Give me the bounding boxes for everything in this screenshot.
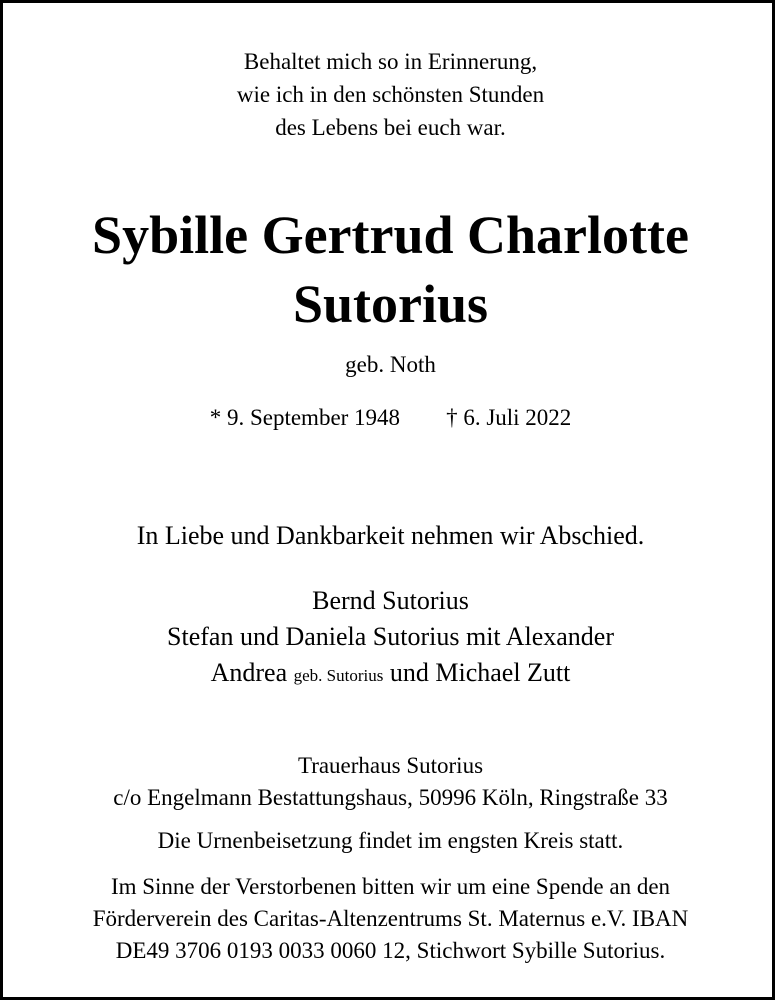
farewell-text: In Liebe und Dankbarkeit nehmen wir Abschied.	[136, 521, 645, 550]
burial-note: Die Urnenbeisetzung findet im engsten Kreis statt.	[157, 828, 624, 853]
mourner-partner: und Michael Zutt	[389, 658, 571, 687]
mourner-line-3	[3, 660, 775, 686]
birth-date: * 9. September 1948	[209, 405, 401, 430]
motto-line-1: Behaltet mich so in Erinnerung,	[243, 49, 538, 74]
deceased-name-line-2: Sutorius	[292, 274, 489, 334]
address-line-2: c/o Engelmann Bestattungshaus, 50996 Köln, Ringstraße 33	[113, 785, 668, 810]
motto-line-2: wie ich in den schönsten Stunden	[236, 82, 545, 107]
mourner-line-2: Stefan und Daniela Sutorius mit Alexander	[167, 622, 614, 651]
donation-line-2: Förderverein des Caritas-Altenzentrums St. Maternus e.V. IBAN	[92, 906, 689, 931]
motto-line-3: des Lebens bei euch war.	[275, 115, 506, 140]
death-date: † 6. Juli 2022	[446, 405, 572, 430]
maiden-name: geb. Noth	[345, 352, 436, 377]
mourner-maiden-name: geb. Sutorius	[293, 666, 384, 685]
deceased-name-line-1: Sybille Gertrud Charlotte	[92, 205, 689, 265]
address-line-1: Trauerhaus Sutorius	[297, 753, 484, 778]
donation-line-3: DE49 3706 0193 0033 0060 12, Stichwort Sybille Sutorius.	[115, 938, 666, 963]
life-dates	[3, 406, 775, 429]
mourner-line-1: Bernd Sutorius	[312, 586, 469, 615]
mourner-first-name: Andrea	[210, 658, 288, 687]
donation-line-1: Im Sinne der Verstorbenen bitten wir um eine Spende an den	[110, 874, 671, 899]
